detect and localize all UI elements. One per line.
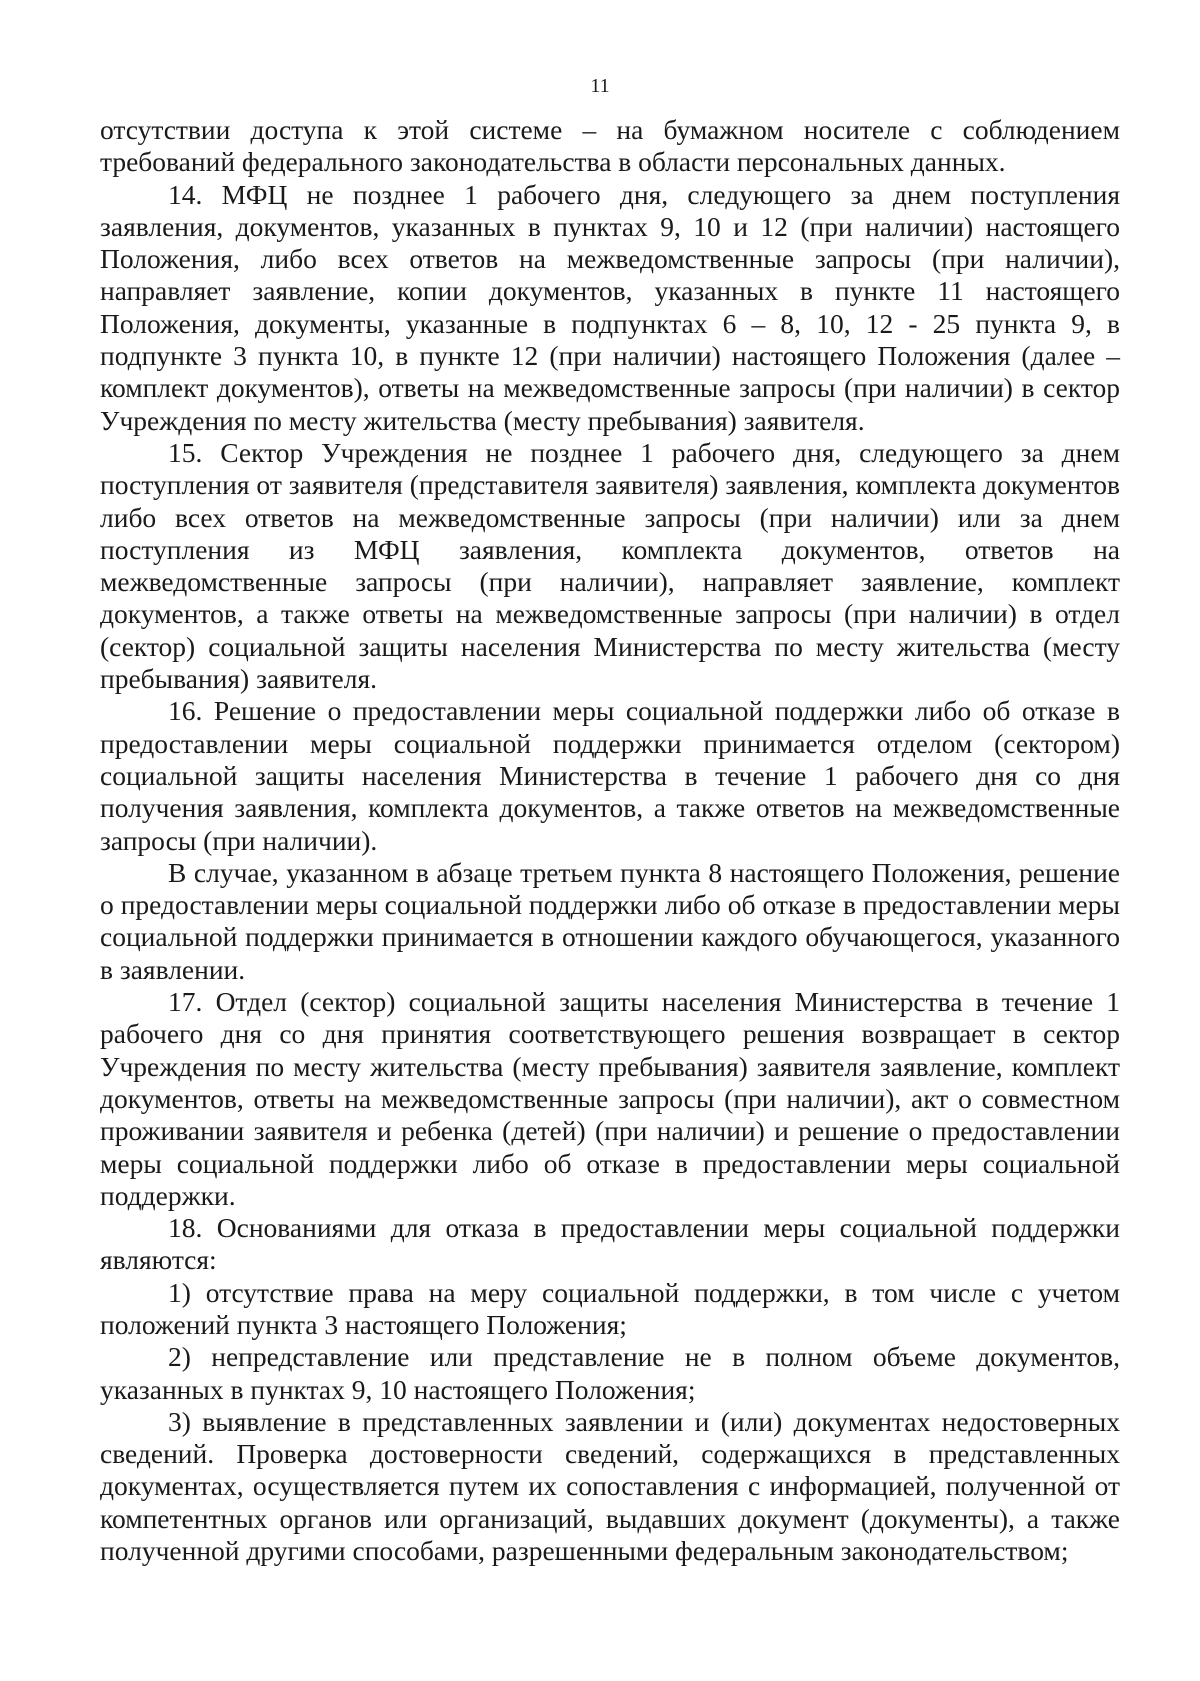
paragraph-item-18: 18. Основаниями для отказа в предоставлении меры социальной поддержки являются: xyxy=(100,1212,1120,1276)
paragraph-item-15: 15. Сектор Учреждения не позднее 1 рабочего дня, следующего за днем поступления от заявителя (представителя заявителя) заявления, комплекта документов либо всех ответов на межведомственные запросы (при наличии) или за днем поступления из МФЦ заявления, комплекта документов, ответов на межведомственные запросы (при наличии), направляет заявление, комплект документов, а также ответы на межведомственные запросы (при наличии) в отдел (сектор) социальной защиты населения Министерства по месту жительства (месту пребывания) заявителя. xyxy=(100,436,1120,695)
paragraph-item-16-case: В случае, указанном в абзаце третьем пункта 8 настоящего Положения, решение о предоставлении меры социальной поддержки либо об отказе в предоставлении меры социальной поддержки принимается в отношении каждого обучающегося, указанного в заявлении. xyxy=(100,856,1120,985)
paragraph-item-16: 16. Решение о предоставлении меры социальной поддержки либо об отказе в предоставлении меры социальной поддержки принимается отделом (сектором) социальной защиты населения Министерства в течение 1 рабочего дня со дня получения заявления, комплекта документов, а также ответов на межведомственные запросы (при наличии). xyxy=(100,695,1120,856)
paragraph-subitem-3: 3) выявление в представленных заявлении и (или) документах недостоверных сведений. Проверка достоверности сведений, содержащихся в представленных документах, осуществляется путем их сопоставления с информацией, полученной от компетентных органов или организаций, выдавших документ (документы), а также полученной другими способами, разрешенными федеральным законодательством; xyxy=(100,1405,1120,1567)
paragraph-subitem-2: 2) непредставление или представление не в полном объеме документов, указанных в пунктах 9, 10 настоящего Положения; xyxy=(100,1341,1120,1405)
document-body xyxy=(100,114,1120,1567)
paragraph-item-17: 17. Отдел (сектор) социальной защиты населения Министерства в течение 1 рабочего дня со дня принятия соответствующего решения возвращает в сектор Учреждения по месту жительства (месту пребывания) заявителя заявление, комплект документов, ответы на межведомственные запросы (при наличии), акт о совместном проживании заявителя и ребенка (детей) (при наличии) и решение о предоставлении меры социальной поддержки либо об отказе в предоставлении меры социальной поддержки. xyxy=(100,986,1120,1211)
paragraph-item-14: 14. МФЦ не позднее 1 рабочего дня, следующего за днем поступления заявления, документов, указанных в пунктах 9, 10 и 12 (при наличии) настоящего Положения, либо всех ответов на межведомственные запросы (при наличии), направляет заявление, копии документов, указанных в пункте 11 настоящего Положения, документы, указанные в подпунктах 6 – 8, 10, 12 - 25 пункта 9, в подпункте 3 пункта 10, в пункте 12 (при наличии) настоящего Положения (далее – комплект документов), ответы на межведомственные запросы (при наличии) в сектор Учреждения по месту жительства (месту пребывания) заявителя. xyxy=(100,178,1120,436)
paragraph-subitem-1: 1) отсутствие права на меру социальной поддержки, в том числе с учетом положений пункта 3 настоящего Положения; xyxy=(100,1276,1120,1340)
page-number: 11 xyxy=(590,75,610,97)
paragraph-continuation: отсутствии доступа к этой системе – на бумажном носителе с соблюдением требований федерального законодательства в области персональных данных. xyxy=(100,114,1120,178)
